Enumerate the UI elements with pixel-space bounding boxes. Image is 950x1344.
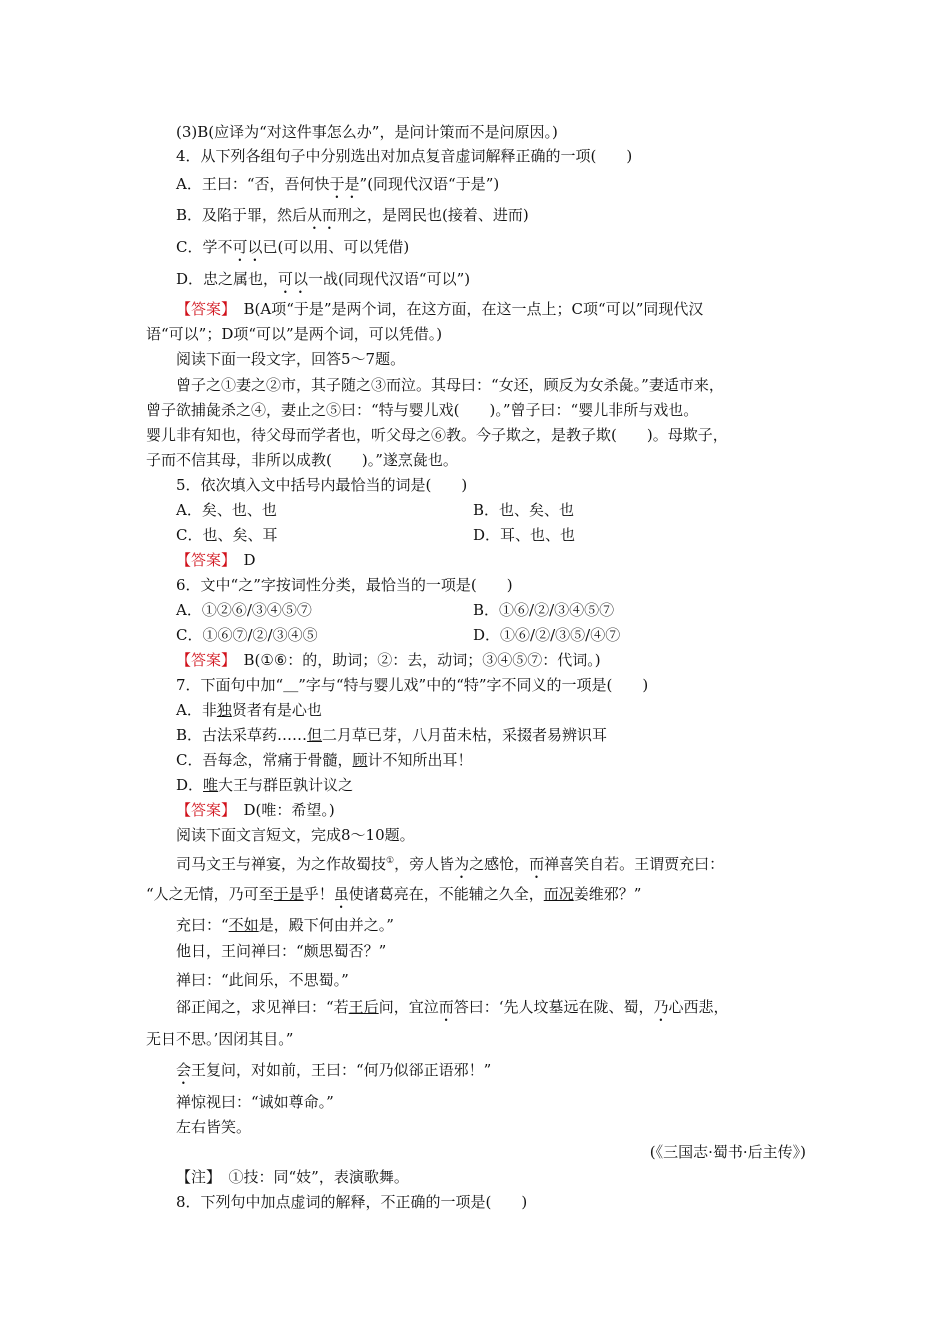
passage2-line: [146, 884, 641, 912]
q5-option-d: D．耳、也、也: [473, 526, 576, 544]
footnote: [176, 1167, 409, 1187]
passage2-line: 禅惊视曰：“诚如尊命。”: [176, 1093, 334, 1111]
text: 郤正闻之，求见禅曰：“若: [176, 998, 349, 1016]
text: A．非: [176, 701, 217, 719]
text: 姜维邪？”: [573, 885, 642, 903]
passage2-line: [176, 851, 724, 882]
answer-tag: 【答案】: [176, 300, 229, 318]
passage2-line: 禅曰：“此间乐，不思蜀。”: [176, 971, 349, 989]
q4-answer: [176, 299, 703, 319]
answer-tag: 【答案】: [176, 801, 229, 819]
q3-answer: (3)B(应译为“对这件事怎么办”，是问计策而不是问原因。): [176, 123, 558, 141]
footnote-mark: ①: [386, 856, 395, 866]
text: D．忠之属也，: [176, 270, 279, 288]
q4-option-a: [176, 174, 499, 202]
text: 心西悲，: [668, 998, 729, 1016]
dotted-word: 可以: [232, 238, 263, 256]
text: 王复问，对如前，王曰：“何乃似郤正语邪！”: [191, 1061, 492, 1079]
passage2-line: 左右皆笑。: [176, 1118, 252, 1136]
q5-answer: [176, 550, 256, 570]
source-citation: (《三国志·蜀书·后主传》): [649, 1143, 806, 1161]
underlined-word: 唯: [203, 776, 219, 794]
text: 问，宜泣: [378, 998, 439, 1016]
q6-stem: 6．文中“之”字按词性分类，最恰当的一项是( ): [176, 576, 513, 594]
q7-answer: [176, 800, 335, 820]
q7-option-a: [176, 700, 322, 720]
passage1-line: 曾子之①妻之②市，其子随之③而泣。其母曰：“女还，顾反为女杀彘。”妻适市来，: [176, 376, 724, 394]
text: 司马文王与禅宴，为之作故蜀技: [176, 855, 387, 873]
answer-text: B(A项“于是”是两个词，在这方面，在这一点上；C项“可以”同现代汉: [228, 300, 704, 318]
q4-option-b: [176, 205, 529, 233]
dotted-word: 虽: [333, 885, 349, 903]
underlined-word: 独: [216, 701, 232, 719]
underlined-word: 于是: [273, 885, 304, 903]
q6-option-c: C．①⑥⑦/②/③④⑤: [176, 626, 318, 644]
note-tag: 【注】: [176, 1168, 214, 1186]
passage1-line: 婴儿非有知也，待父母而学者也，听父母之⑥教。今子欺之，是教子欺( )。母欺子，: [146, 426, 728, 444]
text: 大王与群臣孰计议之: [218, 776, 354, 794]
text: C．吾每念，常痛于骨髓，: [176, 751, 353, 769]
dotted-word: 为: [454, 855, 470, 873]
q6-option-d: D．①⑥/②/③⑤/④⑦: [473, 626, 621, 644]
answer-tag: 【答案】: [176, 651, 229, 669]
passage1-line: 子而不信其母，非所以成教( )。”遂烹彘也。: [146, 451, 458, 469]
passage2-line: 他日，王问禅曰：“颇思蜀否？”: [176, 942, 387, 960]
text: 二月草已芽，八月苗未枯，采掇者易辨识耳: [322, 726, 608, 744]
passage1-intro: 阅读下面一段文字，回答5～7题。: [176, 350, 406, 368]
text: 一战(同现代汉语“可以”): [308, 270, 471, 288]
q8-stem: 8．下列句中加点虚词的解释，不正确的一项是( ): [176, 1193, 528, 1211]
q6-option-b: B．①⑥/②/③④⑤⑦: [473, 601, 615, 619]
underlined-word: 王后: [348, 998, 379, 1016]
q5-stem: 5．依次填入文中括号内最恰当的词是( ): [176, 476, 468, 494]
q6-answer: [176, 650, 601, 670]
passage2-line: [176, 997, 729, 1025]
text: ”(同现代汉语“于是”): [359, 175, 500, 193]
text: 充曰：“: [176, 916, 229, 934]
text: D．: [176, 776, 204, 794]
q4-answer-cont: 语“可以”；D项“可以”是两个词，可以凭借。): [146, 325, 443, 343]
text: B．古法采草药……: [176, 726, 308, 744]
answer-text: B(①⑥：的，助词；②：去，动词；③④⑤⑦：代词。): [228, 651, 601, 669]
dotted-word: 于是: [329, 175, 360, 193]
q4-option-c: [176, 237, 409, 265]
q7-option-c: [176, 750, 473, 770]
q5-option-a: A．矣、也、也: [176, 501, 277, 519]
text: 已(可以用、可以凭借): [262, 238, 410, 256]
passage2-intro: 阅读下面文言短文，完成8～10题。: [176, 826, 415, 844]
q5-option-c: C．也、矣、耳: [176, 526, 278, 544]
text: 乎！: [303, 885, 334, 903]
dotted-word: 从而: [307, 206, 338, 224]
text: 禅喜笑自若。王谓贾充曰：: [544, 855, 725, 873]
dotted-word: 会: [176, 1061, 192, 1079]
text: “人之无情，乃可至: [146, 885, 274, 903]
dotted-word: 而: [529, 855, 545, 873]
dotted-word: 而: [438, 998, 454, 1016]
text: 贤者有是心也: [231, 701, 322, 719]
text: 使诸葛亮在，不能辅之久全，: [348, 885, 544, 903]
text: A．王曰：“否，吾何快: [176, 175, 330, 193]
text: B．及陷于罪，然后: [176, 206, 308, 224]
q7-option-d: [176, 775, 353, 795]
underlined-word: 顾: [352, 751, 368, 769]
text: C．学不: [176, 238, 233, 256]
text: ，旁人皆: [394, 855, 455, 873]
underlined-word: 不如: [228, 916, 259, 934]
text: 刑之，是罔民也(接着、进而): [337, 206, 529, 224]
answer-tag: 【答案】: [176, 551, 229, 569]
text: 之感怆，: [469, 855, 530, 873]
q4-option-d: [176, 269, 470, 297]
q5-option-b: B．也、矣、也: [473, 501, 575, 519]
underlined-word: 但: [307, 726, 323, 744]
answer-text: D(唯：希望。): [228, 801, 335, 819]
q7-stem: 7．下面句中加“＿”字与“特与婴儿戏”中的“特”字不同义的一项是( ): [176, 676, 649, 694]
q7-option-b: [176, 725, 607, 745]
passage2-line: [176, 915, 394, 935]
text: 是，殿下何由并之。”: [258, 916, 394, 934]
passage2-line: 无日不思。’因闭其目。”: [146, 1030, 294, 1048]
passage1-line: 曾子欲捕彘杀之④，妻止之⑤曰：“特与婴儿戏( )。”曾子曰：“婴儿非所与戏也。: [146, 401, 699, 419]
text: 计不知所出耳！: [367, 751, 473, 769]
q6-option-a: A．①②⑥/③④⑤⑦: [176, 601, 312, 619]
text: 答曰：‘先人坟墓远在陇、蜀，: [453, 998, 654, 1016]
dotted-word: 乃: [653, 998, 669, 1016]
passage2-line: [176, 1060, 491, 1088]
answer-text: D: [228, 551, 256, 569]
dotted-word: 可以: [278, 270, 309, 288]
note-text: ①技：同“妓”，表演歌舞。: [213, 1168, 409, 1186]
underlined-word: 而况: [543, 885, 574, 903]
q4-stem: 4．从下列各组句子中分别选出对加点复音虚词解释正确的一项( ): [176, 147, 633, 165]
